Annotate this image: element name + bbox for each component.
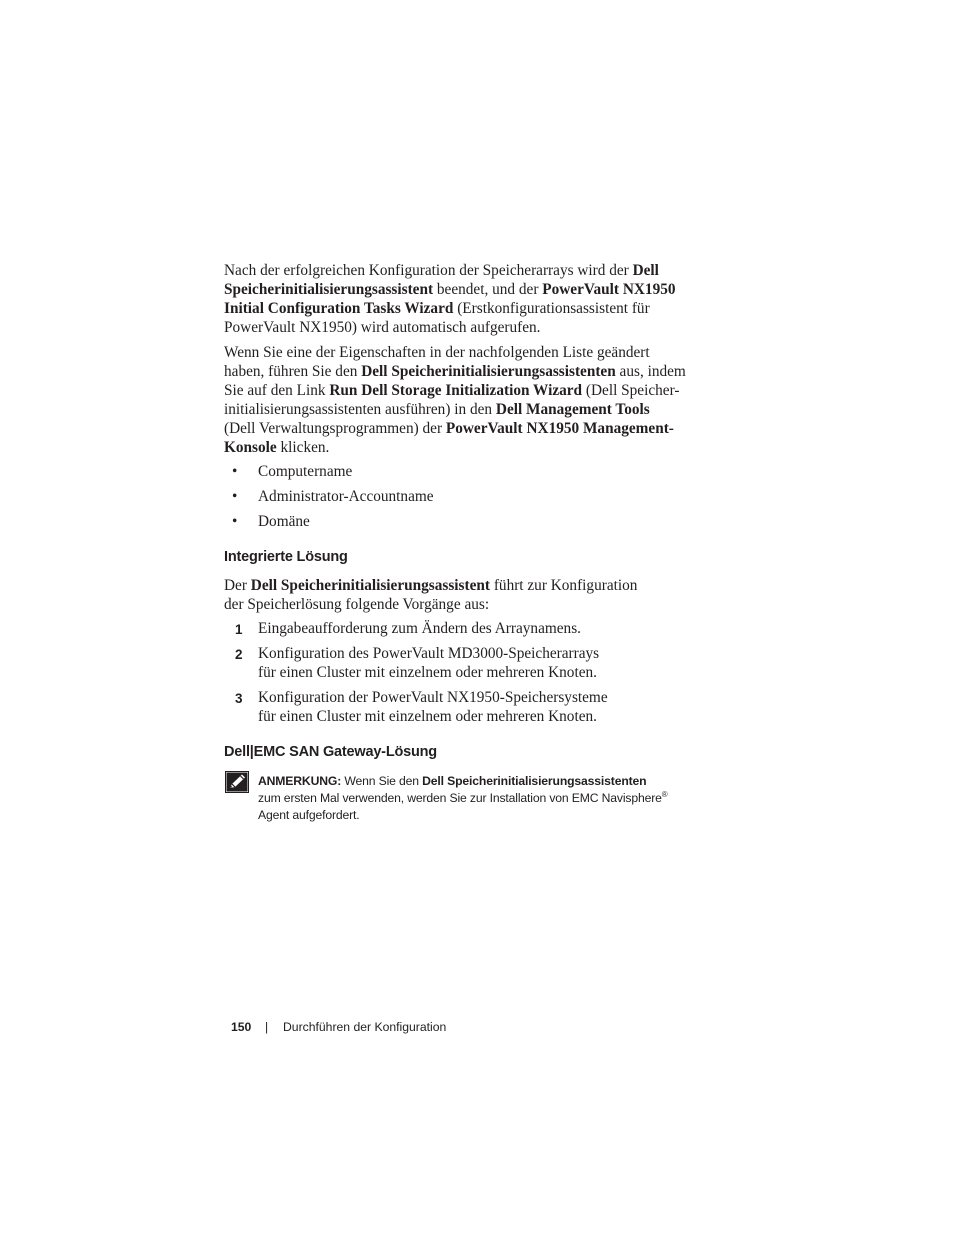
integrated-bold-assistant: Dell Speicherinitialisierungsassistent xyxy=(250,577,490,594)
step-number: 1 xyxy=(235,622,243,637)
step-text: Konfiguration der PowerVault NX1950-Speichersysteme xyxy=(258,689,608,706)
registered-mark: ® xyxy=(661,789,668,799)
change-text: aus, indem xyxy=(615,363,686,380)
integrated-text: Der xyxy=(224,577,251,594)
change-bold-assistant: Dell Speicherinitialisierungsassistenten xyxy=(361,363,616,380)
section-heading-integrated: Integrierte Lösung xyxy=(224,549,348,565)
integrated-text: der Speicherlösung folgende Vorgänge aus: xyxy=(224,596,490,613)
bullet-icon: • xyxy=(232,488,238,505)
footer-separator: | xyxy=(265,1020,269,1034)
change-text: Wenn Sie eine der Eigenschaften in der nachfolgenden Liste geändert xyxy=(224,344,650,361)
change-text: (Dell Verwaltungsprogrammen) der xyxy=(224,420,446,437)
change-text: initialisierungsassistenten ausführen) in den xyxy=(224,401,496,418)
change-text: Sie auf den Link xyxy=(224,382,330,399)
note-text: Wenn Sie den xyxy=(341,774,423,788)
list-item-text: Domäne xyxy=(258,513,310,530)
step-number: 3 xyxy=(235,691,243,706)
integrated-paragraph xyxy=(224,576,704,614)
intro-bold-powervault: PowerVault NX1950 xyxy=(542,281,676,298)
chapter-title: Durchführen der Konfiguration xyxy=(283,1020,447,1034)
change-bold-tools: Dell Management Tools xyxy=(495,401,650,418)
change-text: haben, führen Sie den xyxy=(224,363,362,380)
intro-bold-assistant: Speicherinitialisierungsassistent xyxy=(224,281,434,298)
note-bold-assistant: Dell Speicherinitialisierungsassistenten xyxy=(422,774,647,788)
note-pencil-icon xyxy=(225,771,249,793)
note-label: ANMERKUNG: xyxy=(258,774,342,788)
change-text: klicken. xyxy=(276,439,330,456)
intro-bold-wizard: Initial Configuration Tasks Wizard xyxy=(224,300,454,317)
step-text: Eingabeaufforderung zum Ändern des Arraynamens. xyxy=(258,620,581,637)
step-text: für einen Cluster mit einzelnem oder mehreren Knoten. xyxy=(258,708,597,725)
list-item-text: Computername xyxy=(258,463,353,480)
change-bold-link: Run Dell Storage Initialization Wizard xyxy=(329,382,583,399)
integrated-text: führt zur Konfiguration xyxy=(490,577,638,594)
intro-paragraph xyxy=(224,261,704,337)
change-paragraph xyxy=(224,343,704,457)
change-bold-console: PowerVault NX1950 Management- xyxy=(445,420,674,437)
note-box xyxy=(258,773,708,824)
change-text: (Dell Speicher- xyxy=(582,382,680,399)
note-text: Agent aufgefordert. xyxy=(258,808,360,822)
step-text: Konfiguration des PowerVault MD3000-Speicherarrays xyxy=(258,645,600,662)
intro-text: PowerVault NX1950) wird automatisch aufgerufen. xyxy=(224,319,541,336)
intro-text: (Erstkonfigurationsassistent für xyxy=(453,300,650,317)
bullet-icon: • xyxy=(232,463,238,480)
bullet-icon: • xyxy=(232,513,238,530)
intro-text: beendet, und der xyxy=(433,281,543,298)
step-number: 2 xyxy=(235,647,243,662)
page-footer xyxy=(231,1020,447,1034)
note-text: zum ersten Mal verwenden, werden Sie zur Installation von EMC Navisphere xyxy=(258,791,662,805)
list-item-text: Administrator-Accountname xyxy=(258,488,434,505)
change-bold-konsole: Konsole xyxy=(224,439,277,456)
intro-text: Nach der erfolgreichen Konfiguration der Speicherarrays wird der xyxy=(224,262,633,279)
page-number: 150 xyxy=(231,1020,252,1034)
section-heading-emc: Dell|EMC SAN Gateway-Lösung xyxy=(224,744,437,760)
intro-bold-dell: Dell xyxy=(632,262,659,279)
step-text: für einen Cluster mit einzelnem oder mehreren Knoten. xyxy=(258,664,597,681)
